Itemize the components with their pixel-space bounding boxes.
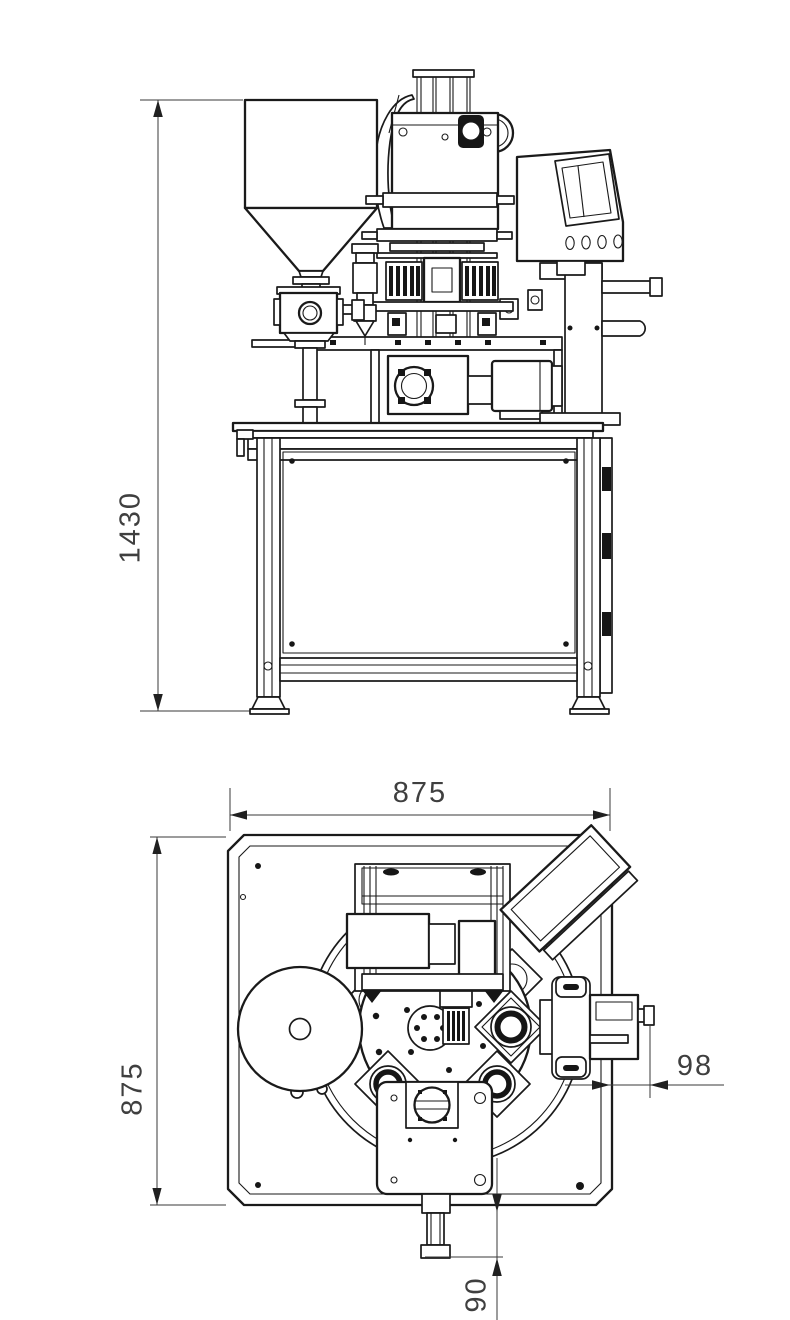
discharge-chute [421,1194,450,1258]
dim-label-bottom-90: 90 [460,1276,493,1313]
front-view [140,70,662,714]
dim-label-width-875: 875 [392,777,448,809]
plan-view [150,788,724,1320]
dim-label-height-1430: 1430 [114,490,147,564]
table-stand [233,423,612,714]
dimension-height-lines [140,100,258,711]
control-panel [517,150,623,275]
dimension-depth-lines [150,837,226,1205]
pump-unit [274,287,364,423]
filling-mechanism-top [347,864,510,1007]
dim-label-side-98: 98 [676,1050,714,1082]
bottom-plate [377,1082,492,1258]
drive-motor [388,356,562,419]
dim-label-depth-875: 875 [116,1061,149,1116]
press-head [392,113,498,229]
leveling-feet [250,697,609,714]
filter-regulator [352,244,378,345]
